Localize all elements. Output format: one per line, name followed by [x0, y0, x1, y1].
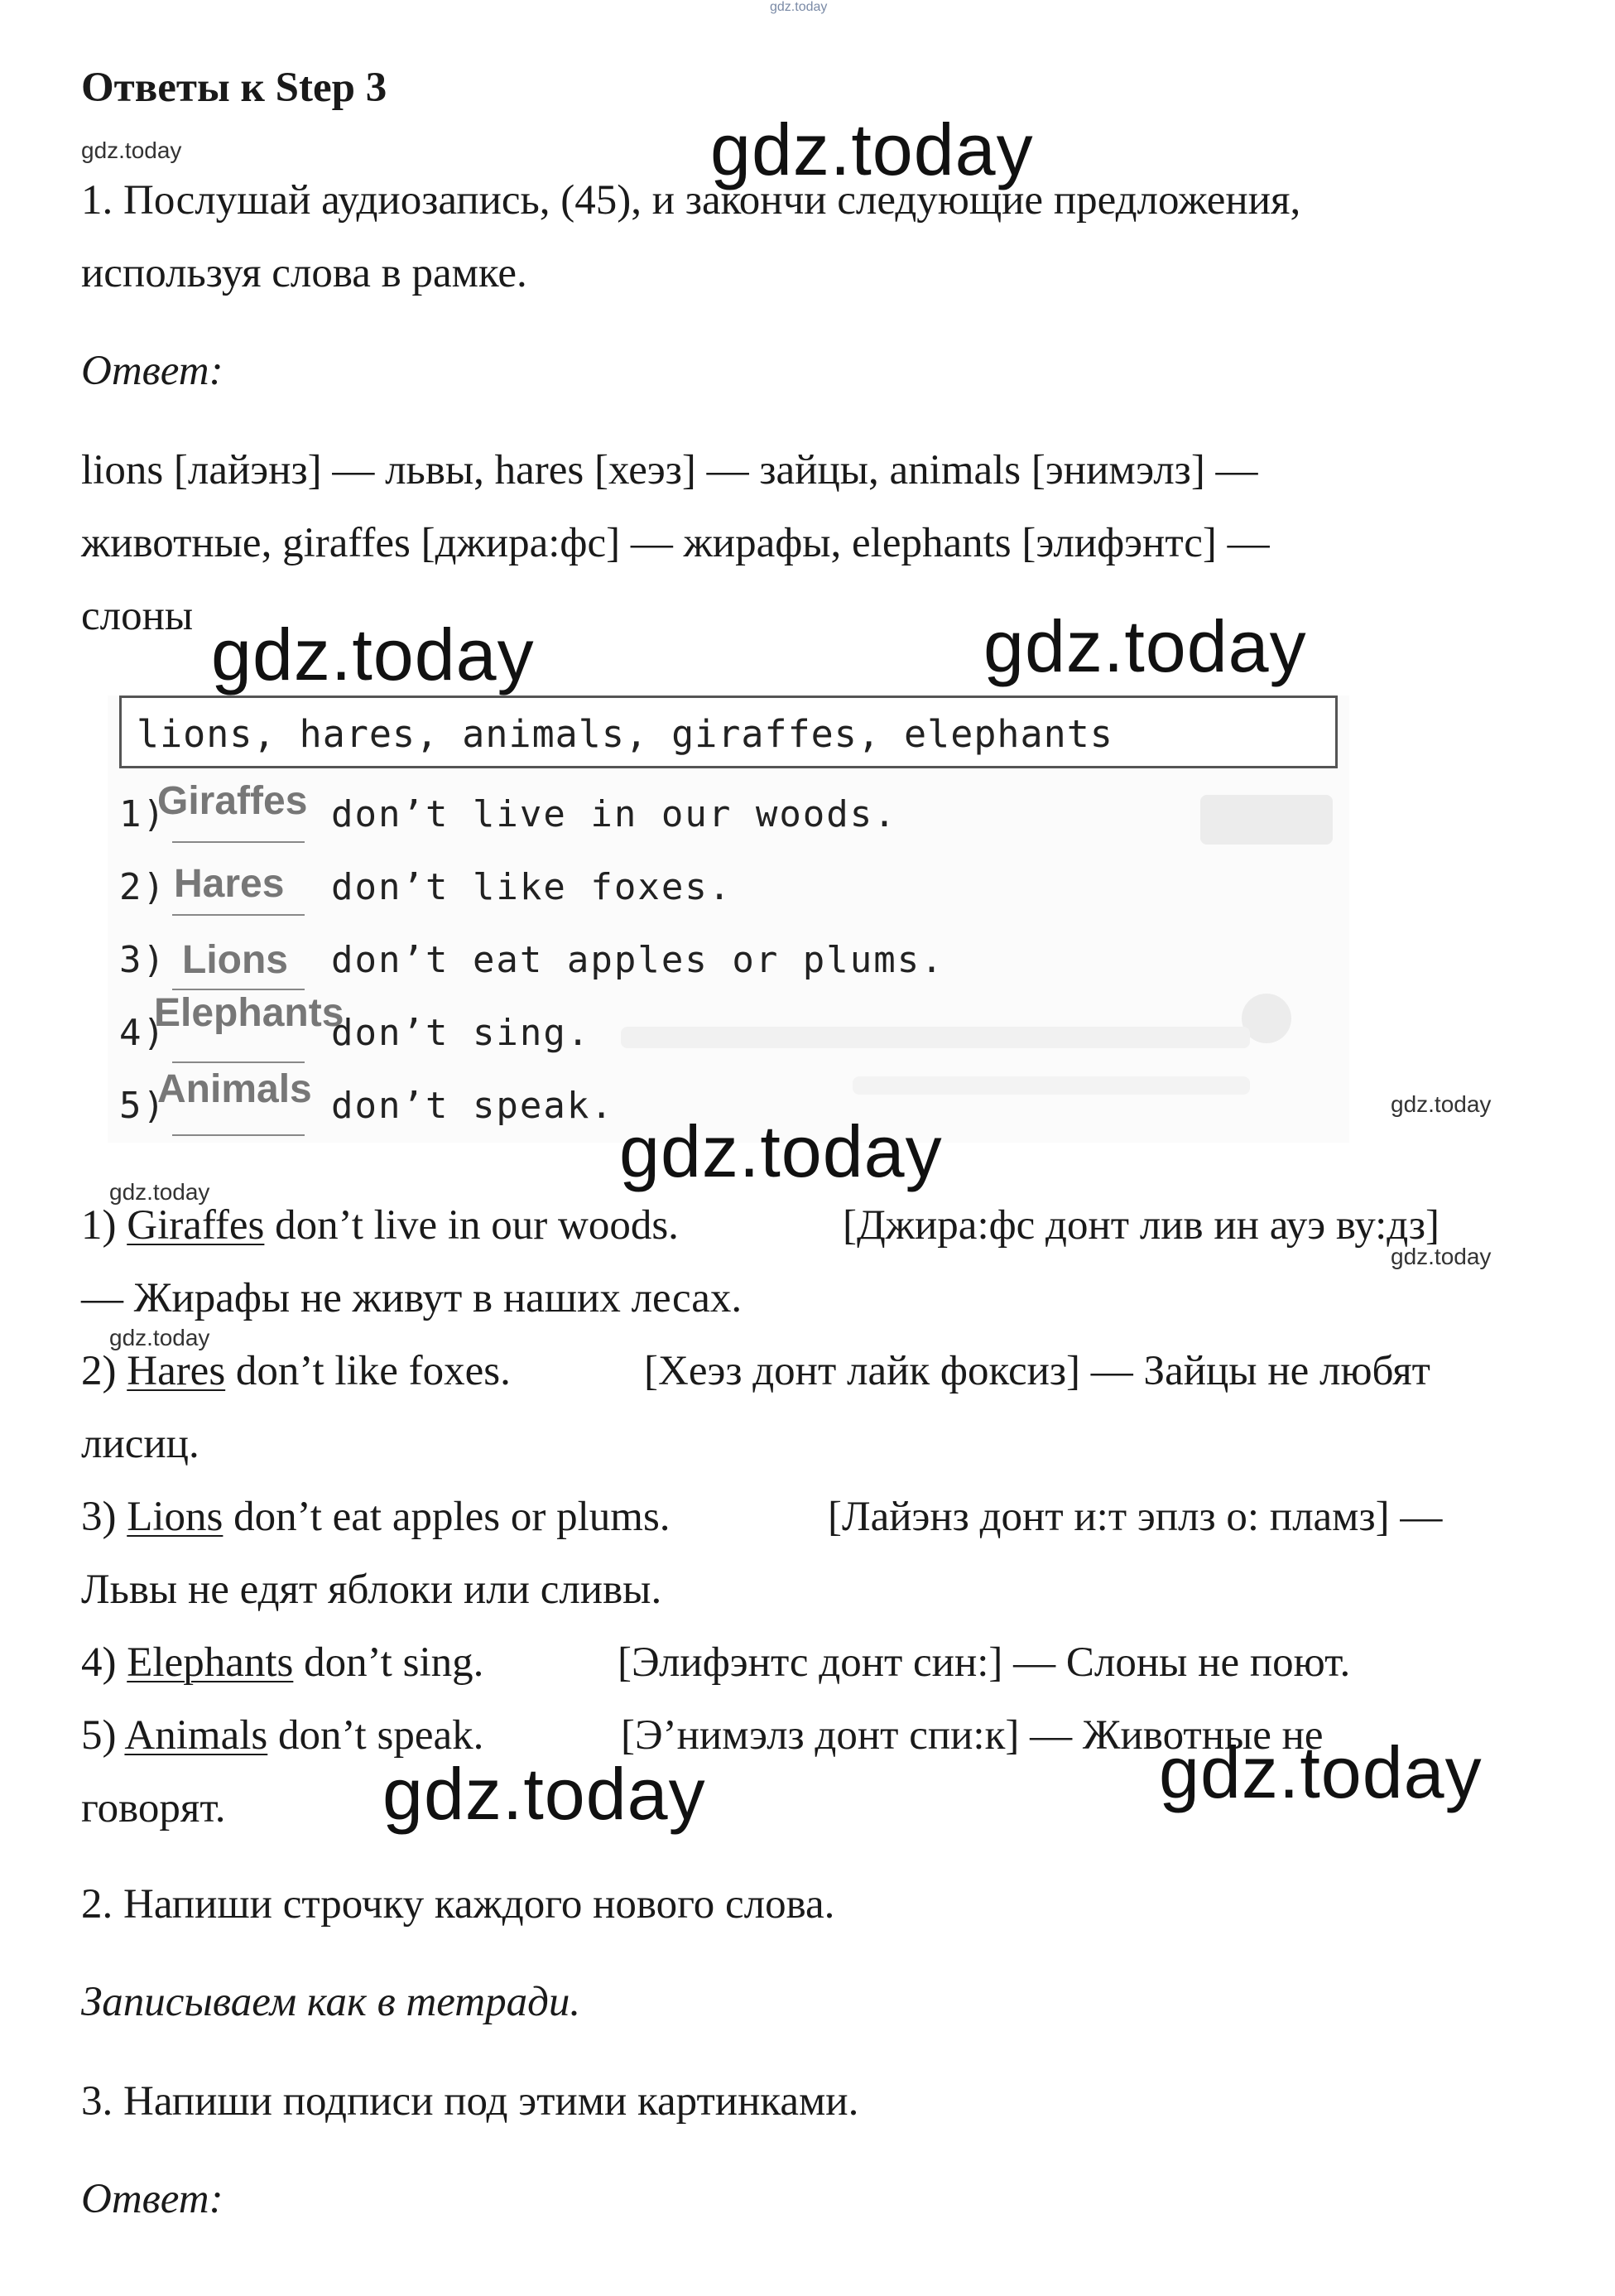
watermark-large: gdz.today	[211, 614, 535, 696]
scan-item	[119, 939, 166, 981]
answer-sentence: don’t live in our woods.	[275, 1202, 679, 1249]
scan-item-text: don’t speak.	[331, 1085, 614, 1127]
scan-item-text: don’t eat apples or plums.	[331, 939, 944, 981]
watermark-large: gdz.today	[1159, 1731, 1483, 1813]
scan-item-number: 4)	[119, 1012, 166, 1054]
handwritten-answer: Hares	[174, 862, 285, 906]
word-box: lions, hares, animals, giraffes, elephants	[119, 696, 1338, 768]
task1-vocab-line3: слоны	[81, 593, 194, 639]
scan-item-number: 5)	[119, 1085, 166, 1127]
task3-prompt: 3. Напиши подписи под этими картинками.	[81, 2078, 859, 2125]
scan-item-number: 1)	[119, 793, 166, 835]
watermark-small: gdz.today	[81, 137, 182, 163]
scan-item-number: 2)	[119, 866, 166, 908]
scan-faint-text	[853, 1076, 1250, 1095]
scan-faint-text	[621, 1027, 1250, 1048]
answer-sentence: don’t speak.	[278, 1712, 484, 1759]
answer-1-transcription: [Джира:фс донт лив ин ауэ ву:дз]	[843, 1202, 1440, 1249]
answer-word: Lions	[127, 1494, 224, 1540]
answer-5-transcription: [Э’нимэлз донт спи:к] — Животные не	[621, 1712, 1324, 1759]
handwritten-answer: Animals	[157, 1067, 312, 1111]
task2-answer: Записываем как в тетради.	[81, 1979, 581, 2025]
answer-4-transcription: [Элифэнтс донт син:] — Слоны не поют.	[618, 1639, 1351, 1686]
answer-number: 4)	[81, 1639, 117, 1686]
answer-2-transcription: [Хеэз донт лайк фоксиз] — Зайцы не любят	[644, 1348, 1430, 1394]
answer-number: 2)	[81, 1348, 117, 1394]
task3-answer-label: Ответ:	[81, 2176, 224, 2222]
answer-number: 5)	[81, 1712, 117, 1759]
answer-2-line2: лисиц.	[81, 1421, 199, 1467]
task1-vocab-line2: животные, giraffes [джира:фс] — жирафы, elephants [элифэнтс] —	[81, 520, 1270, 566]
watermark-large: gdz.today	[382, 1753, 706, 1835]
answer-sentence: don’t sing.	[304, 1639, 484, 1686]
task1-prompt-line1: 1. Послушай аудиозапись, (45), и закончи следующие предложения,	[81, 177, 1301, 224]
answer-word: Elephants	[127, 1639, 294, 1686]
handwritten-answer: Giraffes	[157, 779, 308, 823]
watermark-large: gdz.today	[710, 108, 1034, 190]
scan-faint-mark	[1200, 795, 1333, 845]
watermark-large: gdz.today	[619, 1110, 943, 1192]
scan-item-text: don’t like foxes.	[331, 866, 733, 908]
answer-blank	[172, 1061, 305, 1063]
scan-item	[119, 866, 166, 908]
handwritten-answer: Elephants	[154, 991, 344, 1035]
answer-sentence: don’t eat apples or plums.	[233, 1494, 671, 1540]
watermark-small: gdz.today	[109, 1179, 210, 1205]
answer-2-line1	[81, 1335, 511, 1408]
answer-number: 3)	[81, 1494, 117, 1540]
answer-blank	[172, 914, 305, 916]
header-watermark: gdz.today	[770, 0, 828, 14]
watermark-large: gdz.today	[983, 605, 1307, 687]
answer-1-line2: — Жирафы не живут в наших лесах.	[81, 1275, 743, 1321]
watermark-small: gdz.today	[109, 1325, 210, 1350]
page-title: Ответы к Step 3	[81, 65, 387, 111]
task1-answer-label: Ответ:	[81, 348, 224, 394]
answer-sentence: don’t like foxes.	[235, 1348, 511, 1394]
watermark-small: gdz.today	[1391, 1244, 1492, 1269]
task1-vocab-line1: lions [лайэнз] — львы, hares [хеэз] — зайцы, animals [энимэлз] —	[81, 447, 1258, 493]
answer-word: Animals	[124, 1712, 268, 1759]
scan-item-number: 3)	[119, 939, 166, 981]
answer-3-transcription: [Лайэнз донт и:т эплз о: пламз] —	[828, 1494, 1443, 1540]
scan-item-text: don’t live in our woods.	[331, 793, 897, 835]
task2-prompt: 2. Напиши строчку каждого нового слова.	[81, 1881, 835, 1928]
answer-3-line1	[81, 1480, 671, 1553]
answer-word: Giraffes	[127, 1202, 265, 1249]
answer-blank	[172, 1134, 305, 1136]
scan-item-text: don’t sing.	[331, 1012, 591, 1054]
answer-word: Hares	[127, 1348, 226, 1394]
answer-blank	[172, 841, 305, 843]
textbook-scan	[108, 696, 1349, 1143]
answer-5-line2: говорят.	[81, 1785, 226, 1832]
answer-1-line1	[81, 1189, 679, 1262]
answer-3-line2: Львы не едят яблоки или сливы.	[81, 1567, 662, 1613]
answer-4-line1	[81, 1626, 483, 1699]
answer-number: 1)	[81, 1202, 117, 1249]
task1-prompt-line2: используя слова в рамке.	[81, 250, 527, 296]
watermark-small: gdz.today	[1391, 1091, 1492, 1117]
handwritten-answer: Lions	[182, 938, 288, 982]
